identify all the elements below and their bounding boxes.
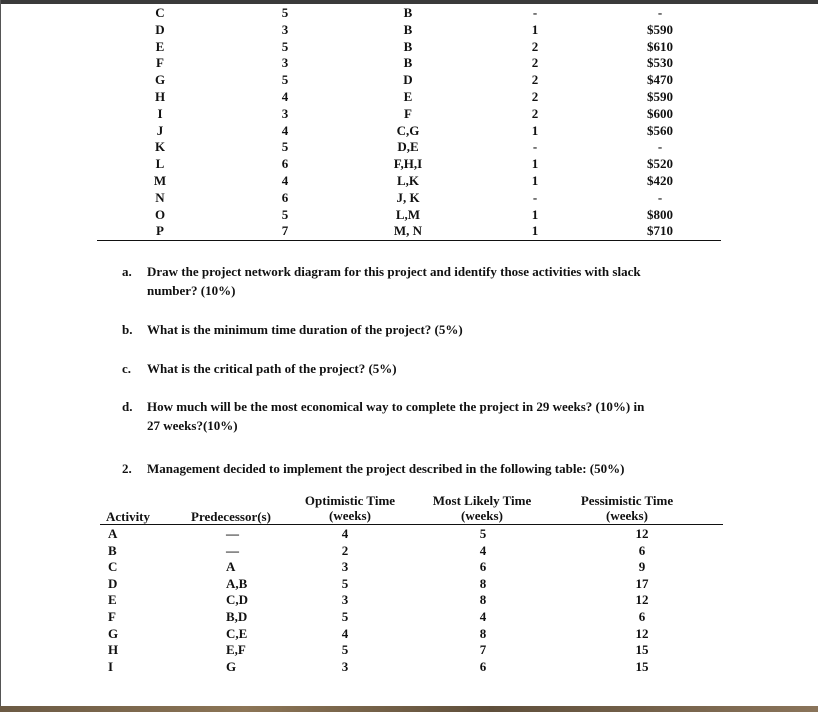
- question-c-label: c.: [122, 361, 132, 376]
- question-a-label: a.: [122, 264, 132, 279]
- crashing-time-cell: 4: [281, 173, 289, 188]
- pert-most-likely-cell: 6: [479, 559, 487, 575]
- pert-activity-cell: C: [108, 559, 118, 575]
- problem-2-text: Management decided to implement the project described in the following table: (50%): [147, 461, 625, 476]
- question-d-text: How much will be the most economical way to complete the project in 29 weeks? (10%) in: [147, 399, 645, 414]
- crashing-predecessors-cell: B: [403, 21, 413, 37]
- pert-most-likely-cell: 6: [479, 658, 487, 674]
- pert-most-likely-cell: 8: [479, 592, 487, 608]
- pert-activity-cell: A: [108, 526, 118, 541]
- pert-predecessors-cell: —: [226, 542, 239, 558]
- pert-predecessors-cell: A,B: [226, 575, 248, 591]
- crashing-predecessors-cell: B: [403, 5, 413, 20]
- pert-optimistic-cell: 5: [341, 575, 349, 591]
- crashing-predecessors-cell: L,M: [395, 206, 421, 222]
- crashing-time-cell: 6: [281, 156, 289, 172]
- crashing-time-cell: 5: [281, 139, 289, 155]
- crashing-max-reduction-cell: 1: [531, 173, 539, 188]
- pert-predecessors-cell: C,D: [226, 592, 249, 608]
- question-b-text: What is the minimum time duration of the project? (5%): [147, 322, 463, 337]
- crashing-predecessors-cell: C,G: [396, 122, 420, 138]
- pert-pessimistic-cell: 6: [638, 542, 646, 558]
- question-a-text: Draw the project network diagram for this project and identify those activities with slack: [147, 264, 641, 279]
- problem-2: [122, 459, 742, 479]
- header-activity: Activity: [105, 509, 151, 524]
- question-c: [122, 359, 742, 379]
- question-a-text-cont: number? (10%): [147, 283, 236, 298]
- header-most-likely: [420, 493, 544, 523]
- crashing-activity-cell: G: [154, 72, 166, 88]
- crashing-max-reduction-cell: 1: [531, 156, 539, 172]
- crashing-max-reduction-cell: 1: [531, 223, 539, 239]
- pert-pessimistic-cell: 12: [635, 625, 649, 641]
- pert-pessimistic-cell: 12: [635, 592, 649, 608]
- desktop-background-strip: [0, 706, 818, 712]
- crashing-predecessors-cell: F: [404, 105, 412, 121]
- crashing-crash-cost-cell: -: [657, 5, 663, 20]
- crashing-activity-cell: H: [154, 89, 166, 104]
- crashing-crash-cost-cell: $520: [647, 156, 673, 172]
- crashing-crash-cost-cell: $600: [647, 105, 673, 121]
- crashing-crash-cost-cell: $800: [647, 206, 673, 222]
- header-pessimistic: [566, 493, 688, 523]
- crashing-predecessors-cell: F,H,I: [393, 156, 423, 172]
- pert-predecessors-cell: G: [226, 658, 237, 674]
- crashing-time-cell: 3: [281, 55, 289, 71]
- pert-optimistic-cell: 4: [341, 625, 349, 641]
- crashing-max-reduction-cell: -: [532, 5, 538, 20]
- crashing-activity-cell: E: [155, 38, 165, 54]
- problem-2-label: 2.: [122, 461, 132, 476]
- pert-optimistic-cell: 4: [341, 526, 349, 541]
- pert-pessimistic-cell: 15: [635, 642, 649, 658]
- window-left-edge: [0, 0, 1, 712]
- header-pessimistic-line2: (weeks): [606, 508, 648, 523]
- crashing-time-cell: 5: [281, 72, 289, 88]
- pert-activity-cell: F: [108, 609, 116, 624]
- pert-predecessors-cell: E,F: [226, 642, 246, 658]
- crashing-activity-cell: L: [155, 156, 165, 172]
- question-c-text: What is the critical path of the project? (5%): [147, 361, 397, 376]
- pert-most-likely-cell: 4: [479, 609, 487, 624]
- crashing-activity-cell: M: [153, 173, 167, 188]
- question-b: [122, 320, 742, 340]
- crashing-time-cell: 7: [281, 223, 289, 239]
- crashing-predecessors-cell: J, K: [396, 189, 420, 205]
- pert-most-likely-cell: 5: [479, 526, 487, 541]
- header-optimistic-line1: Optimistic Time: [304, 493, 396, 508]
- crashing-table-bottom-rule: [97, 240, 721, 241]
- pert-activity-cell: H: [108, 642, 119, 658]
- crashing-activity-cell: C: [155, 5, 165, 20]
- pert-optimistic-cell: 3: [341, 592, 349, 608]
- pert-optimistic-cell: 2: [341, 542, 349, 558]
- crashing-crash-cost-cell: -: [657, 139, 663, 155]
- crashing-max-reduction-cell: 2: [531, 105, 539, 121]
- crashing-activity-cell: D: [155, 21, 165, 37]
- crashing-crash-cost-cell: $590: [647, 21, 673, 37]
- crashing-predecessors-cell: E: [403, 89, 413, 104]
- pert-predecessors-cell: C,E: [226, 625, 248, 641]
- crashing-crash-cost-cell: -: [657, 189, 663, 205]
- pert-optimistic-cell: 3: [341, 559, 349, 575]
- crashing-crash-cost-cell: $470: [647, 72, 673, 88]
- pert-activity-cell: I: [108, 658, 114, 674]
- pert-pessimistic-cell: 9: [638, 559, 646, 575]
- pert-activity-cell: B: [108, 542, 117, 558]
- question-a: [122, 262, 742, 302]
- pert-predecessors-cell: B,D: [226, 609, 248, 624]
- pert-pessimistic-cell: 17: [635, 575, 649, 591]
- crashing-predecessors-cell: D,E: [397, 139, 419, 155]
- crashing-max-reduction-cell: 2: [531, 38, 539, 54]
- crashing-crash-cost-cell: $610: [647, 38, 673, 54]
- crashing-max-reduction-cell: 1: [531, 21, 539, 37]
- pert-table-header-rule: [100, 524, 723, 525]
- crashing-time-cell: 5: [281, 38, 289, 54]
- pert-most-likely-cell: 7: [479, 642, 487, 658]
- pert-pessimistic-cell: 12: [635, 526, 649, 541]
- pert-predecessors-cell: A: [226, 559, 236, 575]
- crashing-activity-cell: F: [156, 55, 164, 71]
- crashing-time-cell: 4: [281, 89, 289, 104]
- pert-predecessors-cell: —: [226, 526, 239, 541]
- question-d: [122, 397, 742, 437]
- header-most-likely-line2: (weeks): [461, 508, 503, 523]
- crashing-predecessors-cell: M, N: [393, 223, 423, 239]
- header-optimistic-line2: (weeks): [329, 508, 371, 523]
- header-optimistic: [290, 493, 410, 523]
- crashing-max-reduction-cell: 1: [531, 206, 539, 222]
- crashing-crash-cost-cell: $590: [647, 89, 673, 104]
- pert-activity-cell: G: [108, 625, 119, 641]
- crashing-predecessors-cell: B: [403, 38, 413, 54]
- crashing-max-reduction-cell: -: [532, 189, 538, 205]
- crashing-predecessors-cell: D: [403, 72, 413, 88]
- crashing-time-cell: 3: [281, 105, 289, 121]
- crashing-predecessors-cell: B: [403, 55, 413, 71]
- crashing-max-reduction-cell: 2: [531, 55, 539, 71]
- crashing-max-reduction-cell: 2: [531, 89, 539, 104]
- question-d-text-cont: 27 weeks?(10%): [147, 418, 238, 433]
- crashing-time-cell: 5: [281, 206, 289, 222]
- pert-activity-cell: E: [108, 592, 117, 608]
- pert-most-likely-cell: 4: [479, 542, 487, 558]
- pert-optimistic-cell: 5: [341, 609, 349, 624]
- crashing-crash-cost-cell: $530: [647, 55, 673, 71]
- crashing-crash-cost-cell: $560: [647, 122, 673, 138]
- crashing-time-cell: 5: [281, 5, 289, 20]
- header-pessimistic-line1: Pessimistic Time: [580, 493, 674, 508]
- pert-most-likely-cell: 8: [479, 575, 487, 591]
- crashing-max-reduction-cell: -: [532, 139, 538, 155]
- window-top-bar: [0, 0, 818, 4]
- pert-optimistic-cell: 5: [341, 642, 349, 658]
- crashing-time-cell: 4: [281, 122, 289, 138]
- crashing-crash-cost-cell: $420: [647, 173, 673, 188]
- crashing-max-reduction-cell: 1: [531, 122, 539, 138]
- crashing-activity-cell: N: [155, 189, 165, 205]
- question-d-label: d.: [122, 399, 133, 414]
- pert-activity-cell: D: [108, 575, 118, 591]
- crashing-time-cell: 3: [281, 21, 289, 37]
- question-b-label: b.: [122, 322, 133, 337]
- crashing-predecessors-cell: L,K: [396, 173, 420, 188]
- pert-most-likely-cell: 8: [479, 625, 487, 641]
- crashing-activity-cell: O: [154, 206, 166, 222]
- crashing-activity-cell: P: [156, 223, 164, 239]
- header-most-likely-line1: Most Likely Time: [432, 493, 532, 508]
- pert-pessimistic-cell: 15: [635, 658, 649, 674]
- crashing-activity-cell: I: [157, 105, 163, 121]
- crashing-time-cell: 6: [281, 189, 289, 205]
- pert-pessimistic-cell: 6: [638, 609, 646, 624]
- header-predecessors: Predecessor(s): [191, 509, 271, 524]
- crashing-activity-cell: J: [156, 122, 164, 138]
- pert-optimistic-cell: 3: [341, 658, 349, 674]
- crashing-crash-cost-cell: $710: [647, 223, 673, 239]
- crashing-max-reduction-cell: 2: [531, 72, 539, 88]
- crashing-activity-cell: K: [154, 139, 166, 155]
